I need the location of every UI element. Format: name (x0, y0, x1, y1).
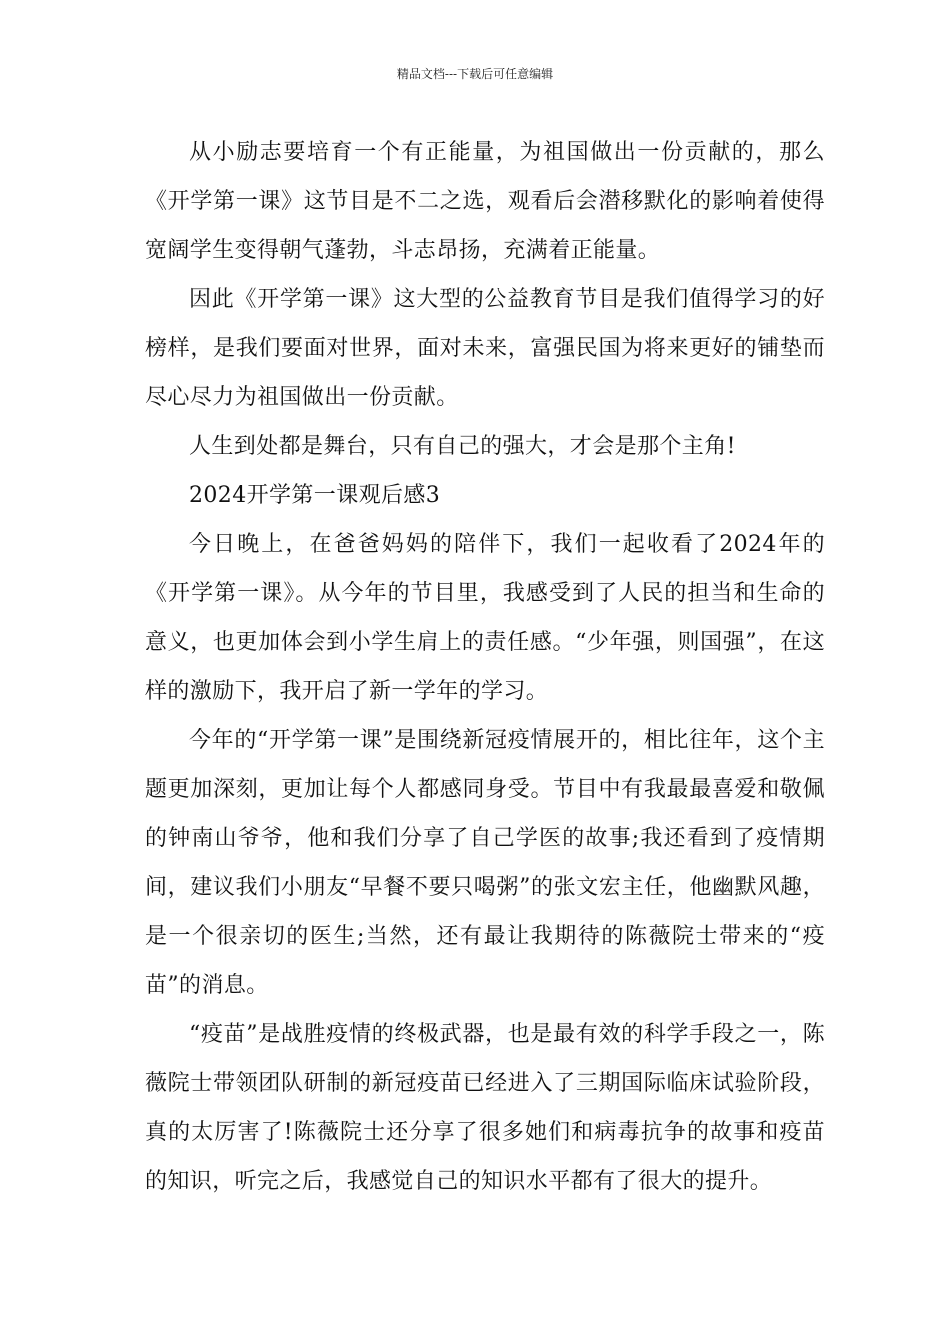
paragraph: 今年的“开学第一课”是围绕新冠疫情展开的，相比往年，这个主题更加深刻，更加让每个人都感同身受。节目中有我最最喜爱和敬佩的钟南山爷爷，他和我们分享了自己学医的故事;我还看到了疫情期间，建议我们小朋友“早餐不要只喝粥”的张文宏主任，他幽默风趣，是一个很亲切的医生;当然，还有最让我期待的陈薇院士带来的“疫苗”的消息。 (145, 728, 825, 998)
section-heading: 2024开学第一课观后感3 (189, 483, 441, 508)
page-header: 精品文档---下载后可任意编辑 (396, 67, 554, 81)
paragraph: 因此《开学第一课》这大型的公益教育节目是我们值得学习的好榜样，是我们要面对世界，面对未来，富强民国为将来更好的铺垫而尽心尽力为祖国做出一份贡献。 (145, 287, 825, 410)
paragraph: 人生到处都是舞台，只有自己的强大，才会是那个主角! (189, 434, 736, 459)
document-body (145, 128, 825, 1206)
paragraph: 从小励志要培育一个有正能量，为祖国做出一份贡献的，那么《开学第一课》这节目是不二之选，观看后会潜移默化的影响着使得宽阔学生变得朝气蓬勃，斗志昂扬，充满着正能量。 (145, 140, 825, 263)
paragraph: 今日晚上，在爸爸妈妈的陪伴下，我们一起收看了2024年的《开学第一课》。从今年的节目里，我感受到了人民的担当和生命的意义，也更加体会到小学生肩上的责任感。“少年强，则国强”，在这样的激励下，我开启了新一学年的学习。 (145, 532, 825, 704)
paragraph: “疫苗”是战胜疫情的终极武器，也是最有效的科学手段之一，陈薇院士带领团队研制的新冠疫苗已经进入了三期国际临床试验阶段，真的太厉害了!陈薇院士还分享了很多她们和病毒抗争的故事和疫苗的知识，听完之后，我感觉自己的知识水平都有了很大的提升。 (145, 1022, 825, 1194)
